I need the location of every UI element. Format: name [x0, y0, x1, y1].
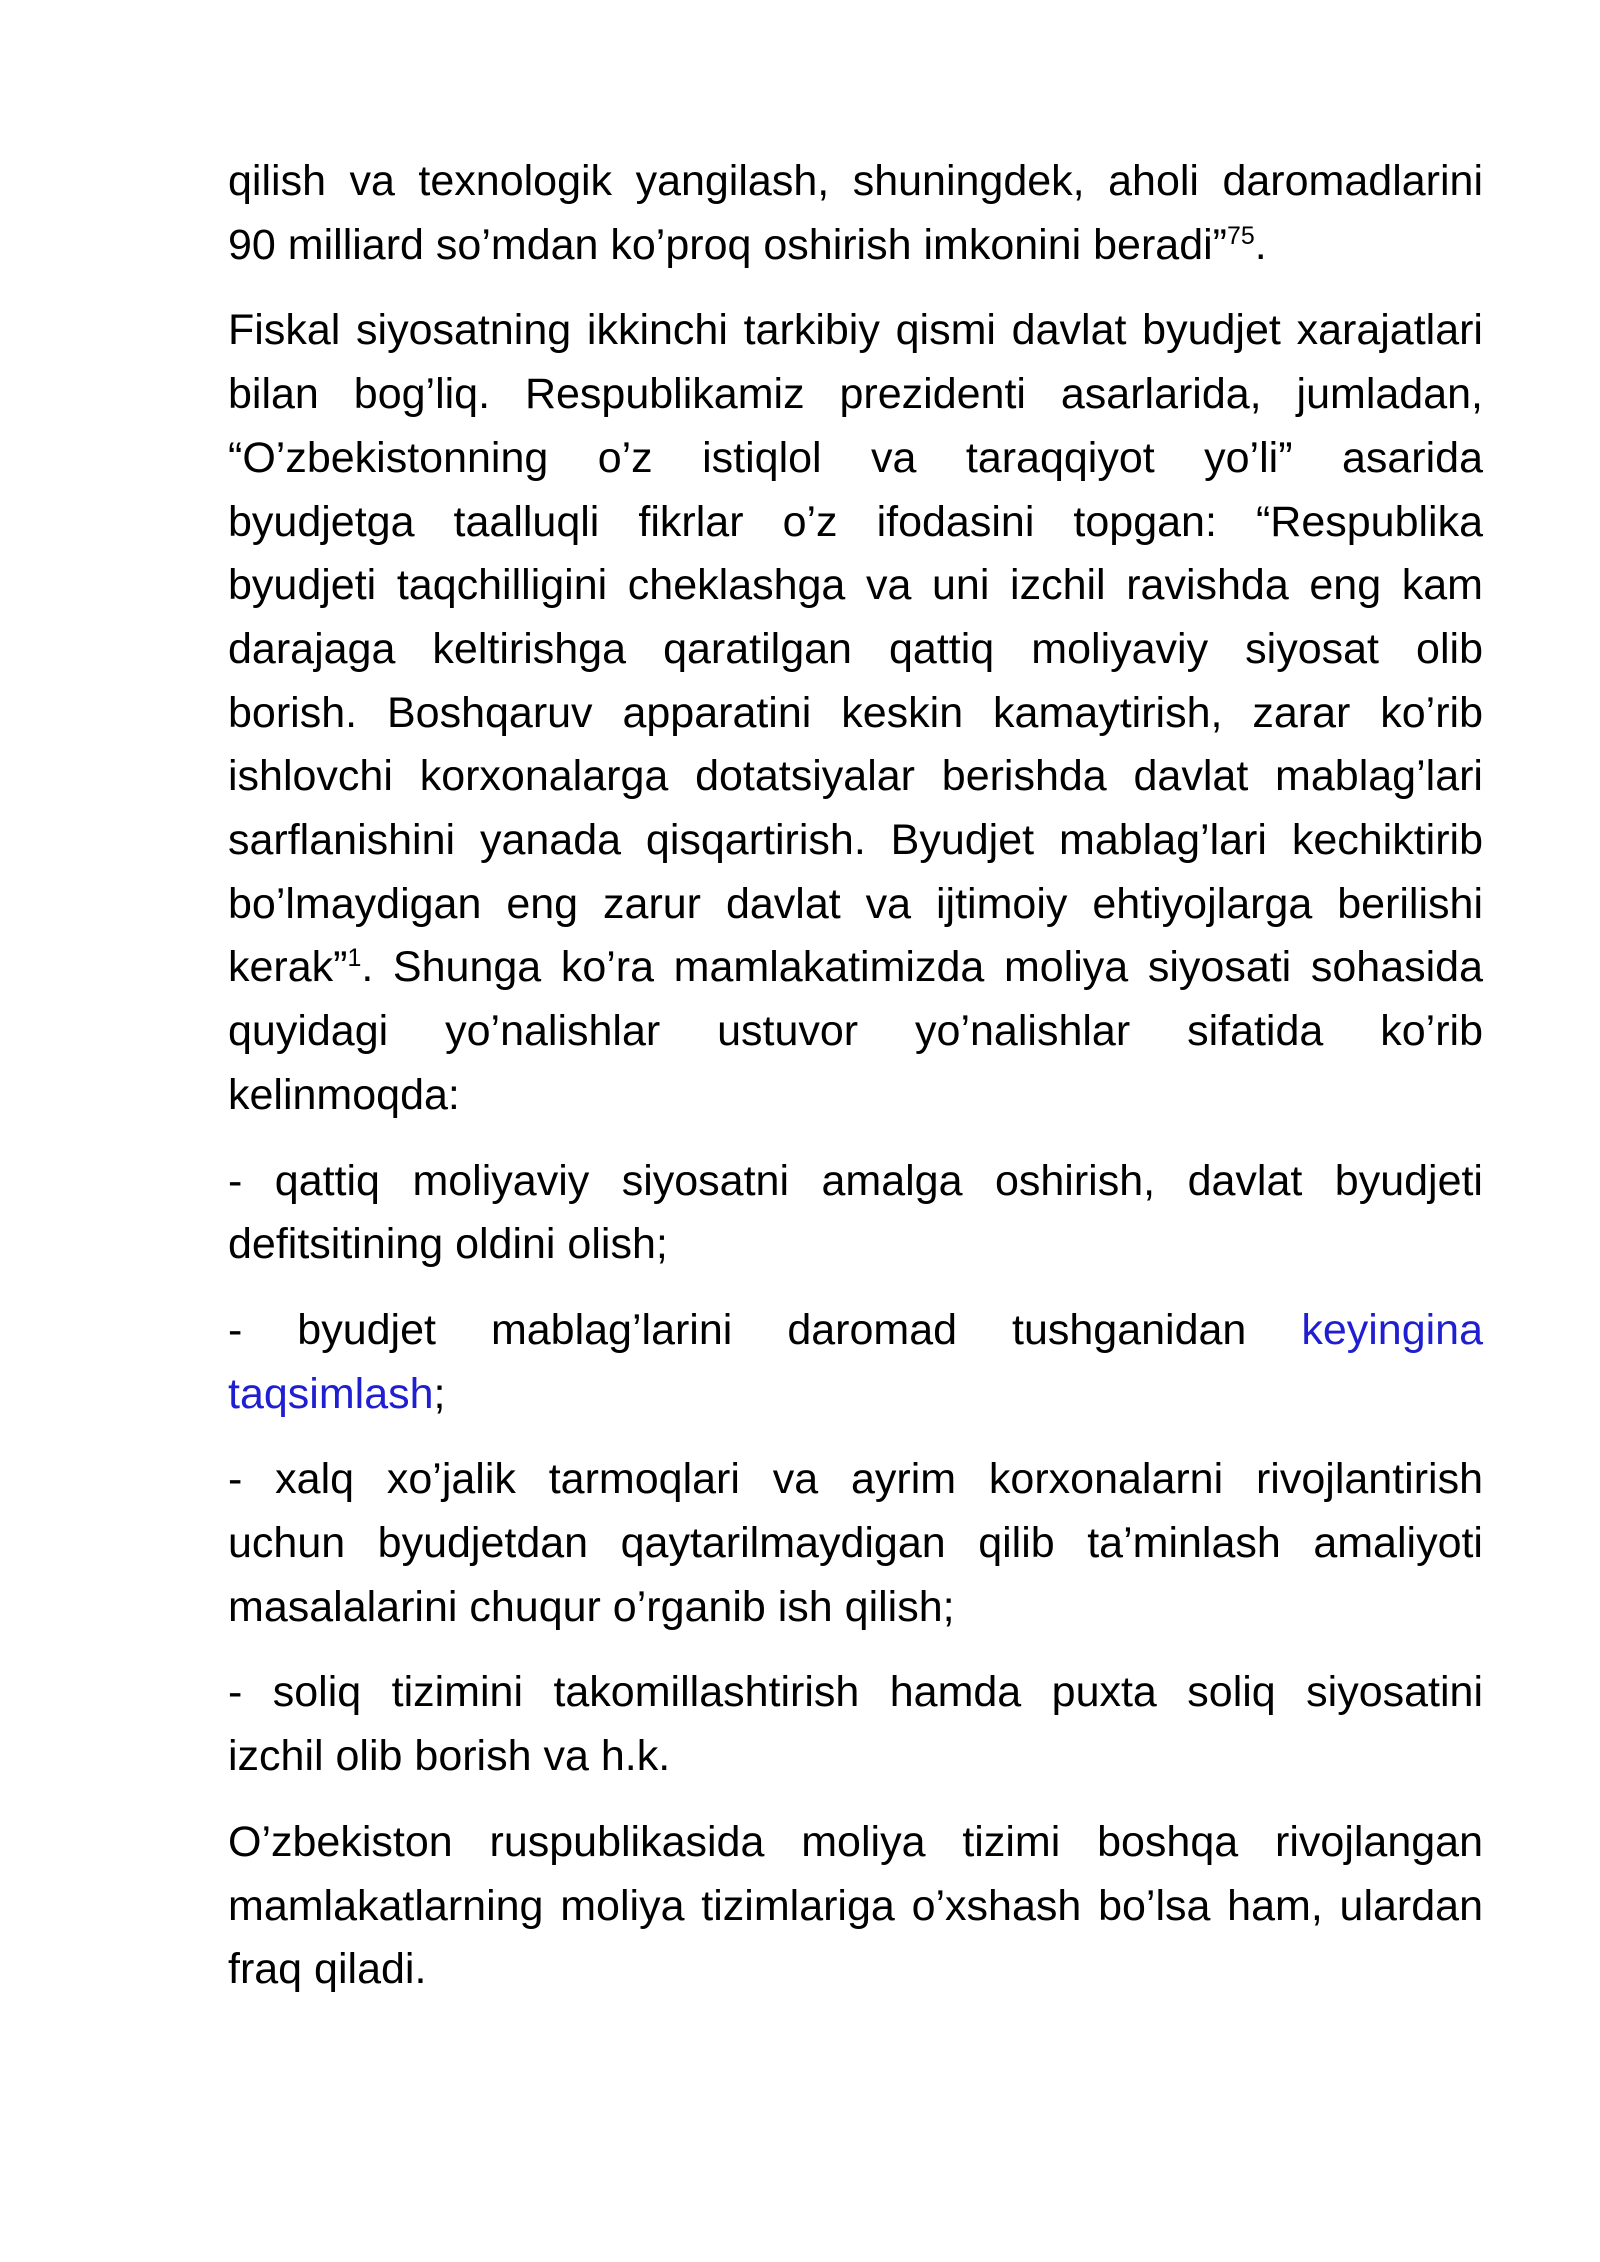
inline-link[interactable]: keyingina [1301, 1305, 1483, 1354]
text-segment: ishlovchi korxonalarga dotatsiyalar berishda davlat mablag’lari [228, 752, 1483, 801]
text-segment: sarflanishini yanada qisqartirish. Byudjet mablag’lari kechiktirib [228, 816, 1483, 865]
inline-link[interactable]: taqsimlash [228, 1369, 434, 1418]
text-line [228, 1576, 1483, 1640]
text-line [228, 1363, 1483, 1427]
text-line [228, 682, 1483, 746]
text-line [228, 1150, 1483, 1214]
text-line [228, 491, 1483, 555]
footnote-ref: 1 [347, 944, 362, 973]
text-line [228, 1299, 1483, 1363]
text-line [228, 936, 1483, 1000]
text-segment: bilan bog’liq. Respublikamiz prezidenti asarlarida, jumladan, [228, 370, 1483, 419]
text-line [228, 554, 1483, 618]
text-line [228, 809, 1483, 873]
list-item [228, 1150, 1483, 1277]
paragraph [228, 150, 1483, 277]
text-line [228, 427, 1483, 491]
text-body [228, 150, 1483, 2024]
text-line [228, 1512, 1483, 1576]
text-line [228, 1064, 1483, 1128]
paragraph [228, 1811, 1483, 2002]
text-segment: “O’zbekistonning o’z istiqlol va taraqqiyot yo’li” asarida [228, 433, 1483, 482]
text-segment: . Shunga ko’ra mamlakatimizda moliya siyosati sohasida [361, 943, 1483, 992]
text-line [228, 299, 1483, 363]
text-segment: qilish va texnologik yangilash, shuningdek, aholi daromadlarini [228, 157, 1483, 205]
text-line [228, 1448, 1483, 1512]
text-line [228, 618, 1483, 682]
text-line [228, 745, 1483, 809]
text-segment: - soliq tizimini takomillashtirish hamda puxta soliq siyosatini [228, 1668, 1483, 1717]
text-segment: masalalarini chuqur o’rganib ish qilish; [228, 1582, 955, 1631]
text-line [228, 1661, 1483, 1725]
text-segment: mamlakatlarning moliya tizimlariga o’xshash bo’lsa ham, ulardan [228, 1881, 1483, 1930]
text-line [228, 363, 1483, 427]
text-segment: bo’lmaydigan eng zarur davlat va ijtimoiy ehtiyojlarga berilishi [228, 879, 1483, 928]
list-item [228, 1299, 1483, 1426]
text-segment: borish. Boshqaruv apparatini keskin kamaytirish, zarar ko’rib [228, 688, 1483, 737]
text-segment: darajaga keltirishga qaratilgan qattiq moliyaviy siyosat olib [228, 624, 1483, 673]
text-segment: Fiskal siyosatning ikkinchi tarkibiy qismi davlat byudjet xarajatlari [228, 306, 1483, 355]
text-line [228, 1213, 1483, 1277]
text-segment: - qattiq moliyaviy siyosatni amalga oshirish, davlat byudjeti [228, 1156, 1483, 1205]
text-segment: uchun byudjetdan qaytarilmaydigan qilib ta’minlash amaliyoti [228, 1519, 1483, 1568]
text-segment: izchil olib borish va h.k. [228, 1732, 671, 1781]
footnote-ref: 75 [1227, 221, 1255, 250]
text-segment: byudjetga taalluqli fikrlar o’z ifodasini topgan: “Respublika [228, 497, 1483, 546]
text-line [228, 1811, 1483, 1875]
text-segment: ; [433, 1369, 446, 1418]
text-segment: quyidagi yo’nalishlar ustuvor yo’nalishlar sifatida ko’rib [228, 1007, 1483, 1056]
text-line [228, 1875, 1483, 1939]
text-segment: O’zbekiston ruspublikasida moliya tizimi boshqa rivojlangan [228, 1817, 1483, 1866]
text-segment: 90 milliard so’mdan ko’proq oshirish imkonini beradi” [228, 220, 1227, 269]
paragraph [228, 299, 1483, 1127]
text-line [228, 214, 1483, 278]
text-line [228, 1938, 1483, 2002]
text-line [228, 1725, 1483, 1789]
text-segment: - xalq xo’jalik tarmoqlari va ayrim korxonalarni rivojlantirish [228, 1455, 1483, 1504]
text-line [228, 873, 1483, 937]
text-segment: byudjeti taqchilligini cheklashga va uni izchil ravishda eng kam [228, 561, 1483, 610]
list-item [228, 1661, 1483, 1788]
text-segment: . [1254, 220, 1267, 269]
text-line [228, 150, 1483, 214]
text-segment: - byudjet mablag’larini daromad tushganidan [228, 1305, 1302, 1354]
list-item [228, 1448, 1483, 1639]
text-segment: kelinmoqda: [228, 1070, 460, 1119]
text-segment: kerak” [228, 943, 348, 992]
text-segment: defitsitining oldini olish; [228, 1220, 668, 1269]
text-segment: fraq qiladi. [228, 1945, 427, 1994]
text-line [228, 1000, 1483, 1064]
